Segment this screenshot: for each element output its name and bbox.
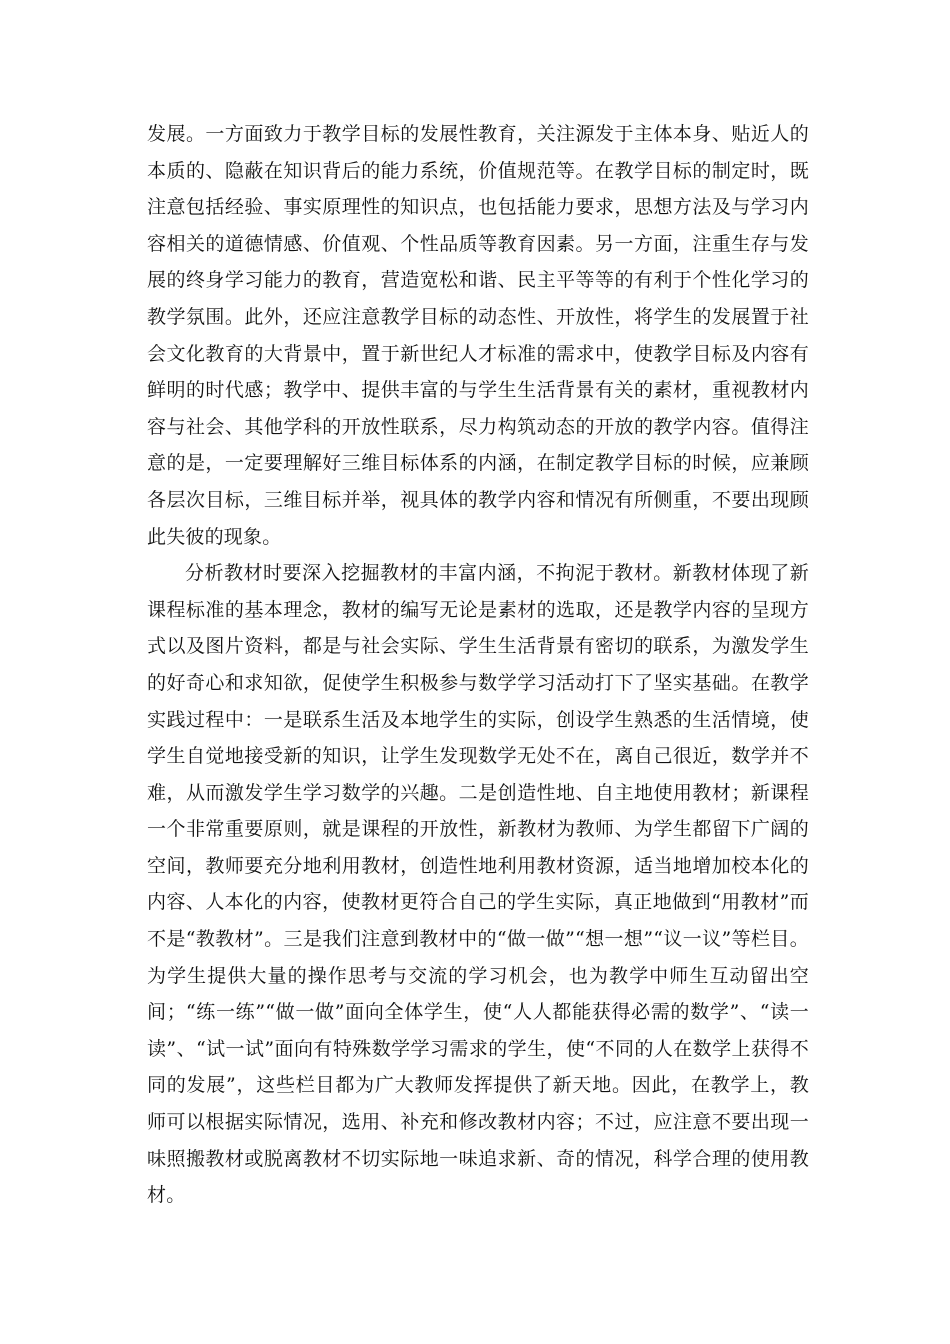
paragraph-continuation: 发展。一方面致力于教学目标的发展性教育，关注源发于主体本身、贴近人的本质的、隐蔽在知识背后的能力系统，价值规范等。在教学目标的制定时，既注意包括经验、事实原理性的知识点，也包括能力要求，思想方法及与学习内容相关的道德情感、价值观、个性品质等教育因素。另一方面，注重生存与发展的终身学习能力的教育，营造宽松和谐、民主平等等的有利于个性化学习的教学氛围。此外，还应注意教学目标的动态性、开放性，将学生的发展置于社会文化教育的大背景中，置于新世纪人才标准的需求中，使教学目标及内容有鲜明的时代感；教学中、提供丰富的与学生生活背景有关的素材，重视教材内容与社会、其他学科的开放性联系，尽力构筑动态的开放的教学内容。值得注意的是，一定要理解好三维目标体系的内涵，在制定教学目标的时候，应兼顾各层次目标，三维目标并举，视具体的教学内容和情况有所侧重，不要出现顾此失彼的现象。: [147, 123, 809, 548]
document-body: [147, 116, 809, 1214]
paragraph-textbook-analysis: 分析教材时要深入挖掘教材的丰富内涵，不拘泥于教材。新教材体现了新课程标准的基本理念，教材的编写无论是素材的选取，还是教学内容的呈现方式以及图片资料，都是与社会实际、学生生活背景有密切的联系，为激发学生的好奇心和求知欲，促使学生积极参与数学学习活动打下了坚实基础。在教学实践过程中：一是联系生活及本地学生的实际，创设学生熟悉的生活情境，使学生自觉地接受新的知识，让学生发现数学无处不在，离自己很近，数学并不难，从而激发学生学习数学的兴趣。二是创造性地、自主地使用教材；新课程一个非常重要原则，就是课程的开放性，新教材为教师、为学生都留下广阔的空间，教师要充分地利用教材，创造性地利用教材资源，适当地增加校本化的内容、人本化的内容，使教材更符合自己的学生实际，真正地做到“用教材”而不是“教教材”。三是我们注意到教材中的“做一做”“想一想”“议一议”等栏目。为学生提供大量的操作思考与交流的学习机会，也为教学中师生互动留出空间；“练一练”“做一做”面向全体学生，使“人人都能获得必需的数学”、“读一读”、“试一试”面向有特殊数学学习需求的学生，使“不同的人在数学上获得不同的发展”，这些栏目都为广大教师发挥提供了新天地。因此，在教学上，教师可以根据实际情况，选用、补充和修改教材内容；不过，应注意不要出现一味照搬教材或脱离教材不切实际地一味追求新、奇的情况，科学合理的使用教材。: [147, 562, 809, 1207]
